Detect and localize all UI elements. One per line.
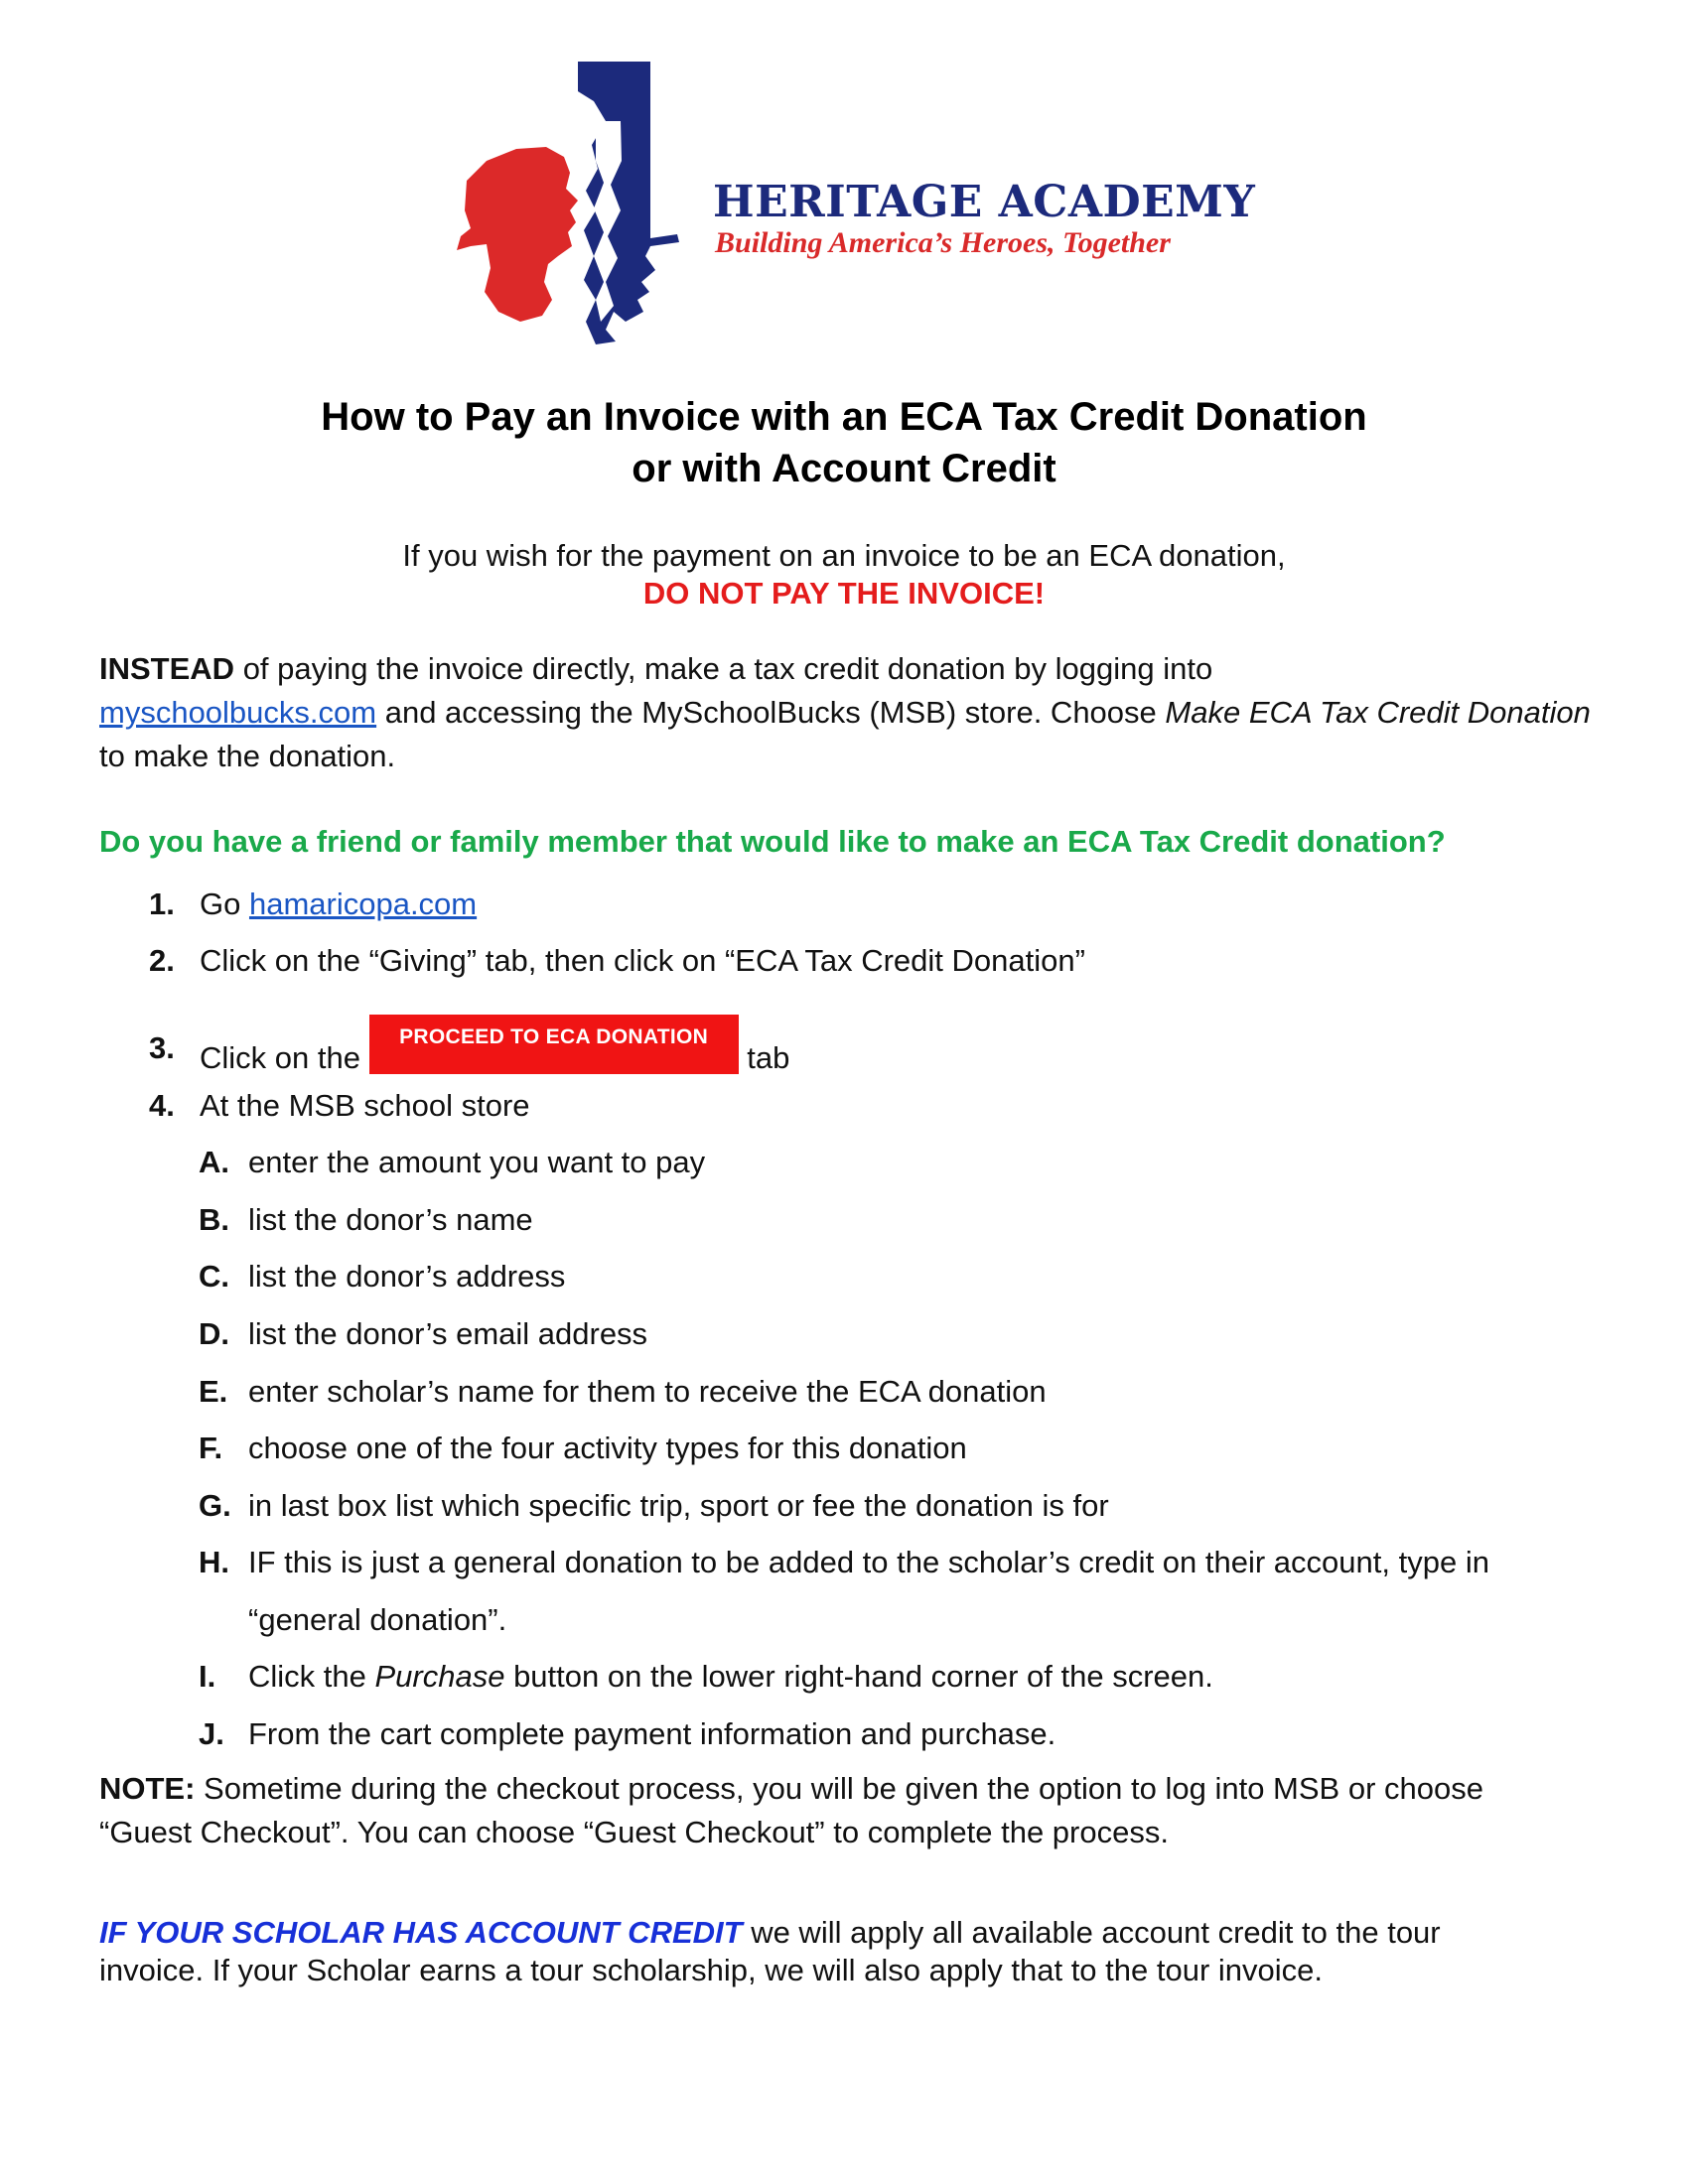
substep-letter: C. xyxy=(199,1259,229,1294)
substep-letter: A. xyxy=(199,1145,229,1179)
note-line2: “Guest Checkout”. You can choose “Guest Checkout” to complete the process. xyxy=(99,1815,1169,1849)
substep-letter: G. xyxy=(199,1488,231,1523)
warning-text: DO NOT PAY THE INVOICE! xyxy=(642,576,1046,611)
substep-i-after: button on the lower right-hand corner of the screen. xyxy=(504,1659,1213,1694)
step-number: 4. xyxy=(149,1088,175,1123)
step-3 xyxy=(200,1025,790,1090)
instead-paragraph xyxy=(99,647,1609,778)
substep-c: list the donor’s address xyxy=(248,1259,566,1294)
step-1-text: Go xyxy=(200,887,249,921)
substep-letter: E. xyxy=(199,1374,228,1409)
step-number: 3. xyxy=(149,1030,175,1065)
substep-letter: F. xyxy=(199,1431,223,1465)
account-credit-lead: IF YOUR SCHOLAR HAS ACCOUNT CREDIT xyxy=(99,1915,743,1950)
substep-i-before: Click the xyxy=(248,1659,375,1694)
step-4: At the MSB school store xyxy=(200,1088,530,1123)
account-credit-paragraph xyxy=(99,1914,1609,1989)
instead-italic: Make ECA Tax Credit Donation xyxy=(1165,695,1591,730)
substep-e: enter scholar’s name for them to receive the ECA donation xyxy=(248,1374,1047,1409)
substep-letter: H. xyxy=(199,1545,229,1579)
step-2: Click on the “Giving” tab, then click on “ECA Tax Credit Donation” xyxy=(200,943,1085,978)
substep-a: enter the amount you want to pay xyxy=(248,1145,706,1179)
note-paragraph xyxy=(99,1767,1609,1854)
substep-b: list the donor’s name xyxy=(248,1202,533,1237)
heritage-academy-logo-icon xyxy=(447,62,705,344)
instead-lead: INSTEAD xyxy=(99,651,235,686)
step-number: 2. xyxy=(149,943,175,978)
credit-line2: invoice. If your Scholar earns a tour scholarship, we will also apply that to the tour invoice. xyxy=(99,1953,1324,1987)
instead-text2: and accessing the MySchoolBucks (MSB) store. Choose xyxy=(376,695,1166,730)
step-3-before: Click on the xyxy=(200,1040,360,1076)
step-number: 1. xyxy=(149,887,175,921)
substep-letter: B. xyxy=(199,1202,229,1237)
substep-g: in last box list which specific trip, sport or fee the donation is for xyxy=(248,1488,1109,1523)
substep-h-cont: “general donation”. xyxy=(248,1602,507,1637)
substep-i xyxy=(248,1659,1213,1695)
substep-i-italic: Purchase xyxy=(374,1659,505,1694)
friend-question: Do you have a friend or family member that would like to make an ECA Tax Credit donation? xyxy=(99,824,1446,859)
substep-j: From the cart complete payment information and purchase. xyxy=(248,1716,1056,1751)
substep-letter: J. xyxy=(199,1716,224,1751)
page-title-line2: or with Account Credit xyxy=(632,447,1056,490)
step-3-after: tab xyxy=(747,1040,790,1076)
note-label: NOTE: xyxy=(99,1771,196,1806)
substep-letter: D. xyxy=(199,1316,229,1351)
intro-line: If you wish for the payment on an invoice to be an ECA donation, xyxy=(402,538,1286,573)
instead-text3: to make the donation. xyxy=(99,739,396,773)
proceed-to-eca-donation-button[interactable]: PROCEED TO ECA DONATION xyxy=(369,1015,739,1074)
myschoolbucks-link[interactable]: myschoolbucks.com xyxy=(99,695,377,730)
credit-line1: we will apply all available account credit to the tour xyxy=(742,1915,1441,1950)
step-1 xyxy=(200,887,477,922)
note-line1: Sometime during the checkout process, you will be given the option to log into MSB or choose xyxy=(195,1771,1483,1806)
substep-d: list the donor’s email address xyxy=(248,1316,648,1351)
substep-f: choose one of the four activity types for this donation xyxy=(248,1431,967,1465)
brand-tagline: Building America’s Heroes, Together xyxy=(715,226,1171,259)
substep-h: IF this is just a general donation to be added to the scholar’s credit on their account, type in xyxy=(248,1545,1489,1579)
page-title-line1: How to Pay an Invoice with an ECA Tax Credit Donation xyxy=(321,395,1367,439)
substep-letter: I. xyxy=(199,1659,216,1694)
brand-name: HERITAGE ACADEMY xyxy=(713,177,1256,227)
hamaricopa-link[interactable]: hamaricopa.com xyxy=(248,887,478,921)
instead-text1: of paying the invoice directly, make a tax credit donation by logging into xyxy=(234,651,1213,686)
